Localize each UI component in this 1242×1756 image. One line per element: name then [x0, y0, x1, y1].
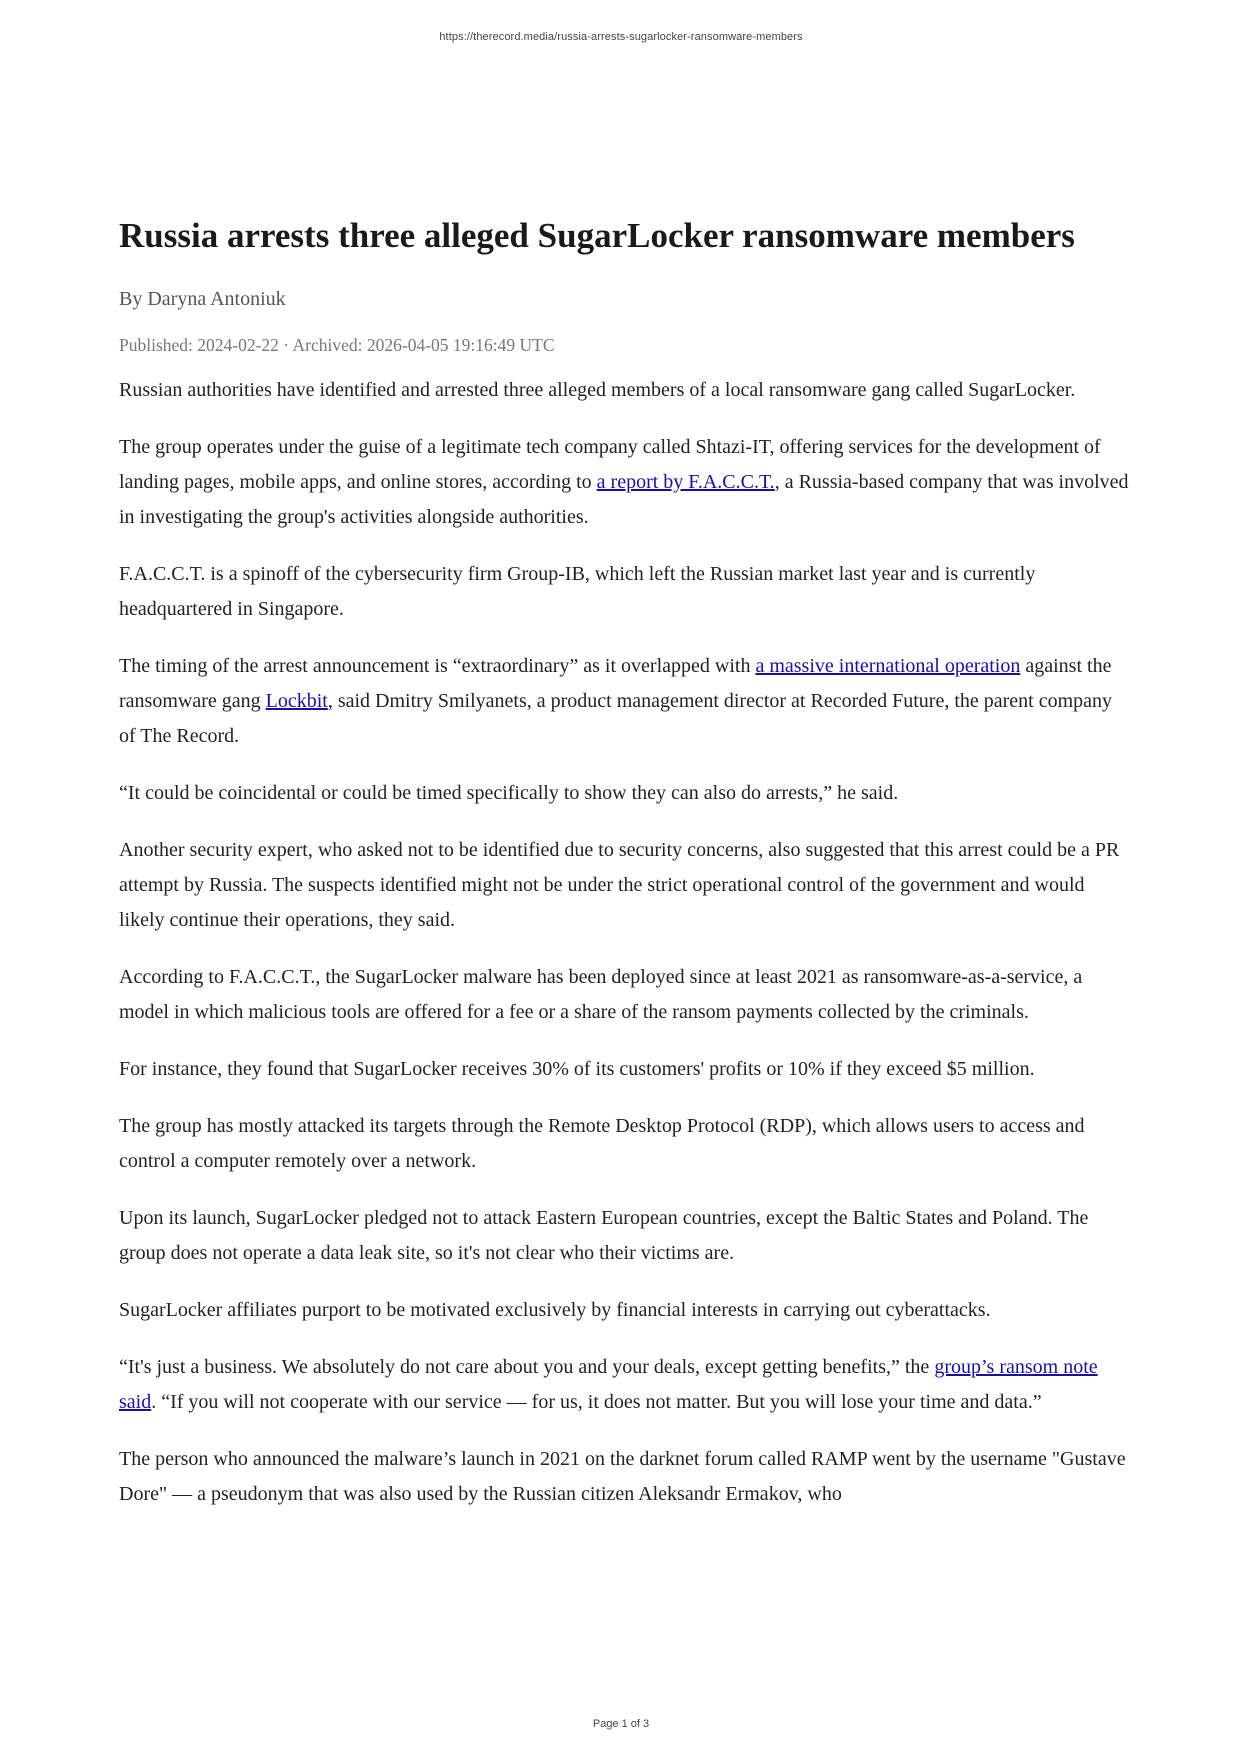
page-number: Page 1 of 3	[592, 1718, 650, 1730]
paragraph-7: According to F.A.C.C.T., the SugarLocker malware has been deployed since at least 2021 as ransomware-as-a-service, a model in which malicious tools are offered for a fee or a share of the ransom payments collected by the criminals.	[119, 966, 1083, 1023]
lockbit-link[interactable]: Lockbit	[265, 690, 328, 712]
paragraph-11: SugarLocker affiliates purport to be motivated exclusively by financial interests in carrying out cyberattacks.	[119, 1299, 991, 1321]
article-body	[119, 373, 1129, 1512]
paragraph-1: Russian authorities have identified and arrested three alleged members of a local ransomware gang called SugarLocker.	[119, 379, 1076, 401]
page-url-header: https://therecord.media/russia-arrests-sugarlocker-ransomware-members	[439, 31, 803, 43]
paragraph-text: , a Russia-based company that was involved in investigating the group's activities alongside authorities.	[119, 471, 1129, 528]
paragraph-5: “It could be coincidental or could be timed specifically to show they can also do arrests,” he said.	[119, 782, 899, 804]
paragraph-text: The group operates under the guise of a legitimate tech company called Shtazi-IT, offering services for the development of landing pages, mobile apps, and online stores, according to	[119, 436, 1101, 493]
paragraph-9: The group has mostly attacked its targets through the Remote Desktop Protocol (RDP), which allows users to access and control a computer remotely over a network.	[119, 1115, 1085, 1172]
ransom-note-link[interactable]: group’s ransom note said	[119, 1356, 1098, 1413]
paragraph-text: “It's just a business. We absolutely do not care about you and your deals, except getting benefits,” the	[119, 1356, 935, 1378]
article-meta: Published: 2024-02-22 · Archived: 2026-04-05 19:16:49 UTC	[119, 335, 555, 355]
international-operation-link[interactable]: a massive international operation	[755, 655, 1021, 677]
paragraph-10: Upon its launch, SugarLocker pledged not to attack Eastern European countries, except the Baltic States and Poland. The group does not operate a data leak site, so it's not clear who their victims are.	[119, 1207, 1089, 1264]
facct-report-link[interactable]: a report by F.A.C.C.T.	[596, 471, 775, 493]
paragraph-6: Another security expert, who asked not to be identified due to security concerns, also suggested that this arrest could be a PR attempt by Russia. The suspects identified might not be under the strict operational control of the government and would likely continue their operations, they said.	[119, 839, 1120, 931]
paragraph-2	[119, 430, 1129, 535]
article	[119, 212, 1129, 1534]
article-byline: By Daryna Antoniuk	[119, 288, 286, 310]
paragraph-text: , said Dmitry Smilyanets, a product management director at Recorded Future, the parent company of The Record.	[119, 690, 1113, 747]
paragraph-13: The person who announced the malware’s launch in 2021 on the darknet forum called RAMP went by the username "Gustave Dore" — a pseudonym that was also used by the Russian citizen Aleksandr Ermakov, who	[119, 1448, 1126, 1505]
paragraph-3: F.A.C.C.T. is a spinoff of the cybersecurity firm Group-IB, which left the Russian market last year and is currently headquartered in Singapore.	[119, 563, 1036, 620]
paragraph-8: For instance, they found that SugarLocker receives 30% of its customers' profits or 10% if they exceed $5 million.	[119, 1058, 1035, 1080]
article-title: Russia arrests three alleged SugarLocker ransomware members	[119, 216, 1075, 255]
paragraph-text: . “If you will not cooperate with our service — for us, it does not matter. But you will lose your time and data.”	[151, 1391, 1042, 1413]
paragraph-text: against the ransomware gang	[119, 655, 1112, 712]
paragraph-4	[119, 649, 1129, 754]
paragraph-12	[119, 1350, 1129, 1420]
paragraph-text: The timing of the arrest announcement is “extraordinary” as it overlapped with	[119, 655, 756, 677]
